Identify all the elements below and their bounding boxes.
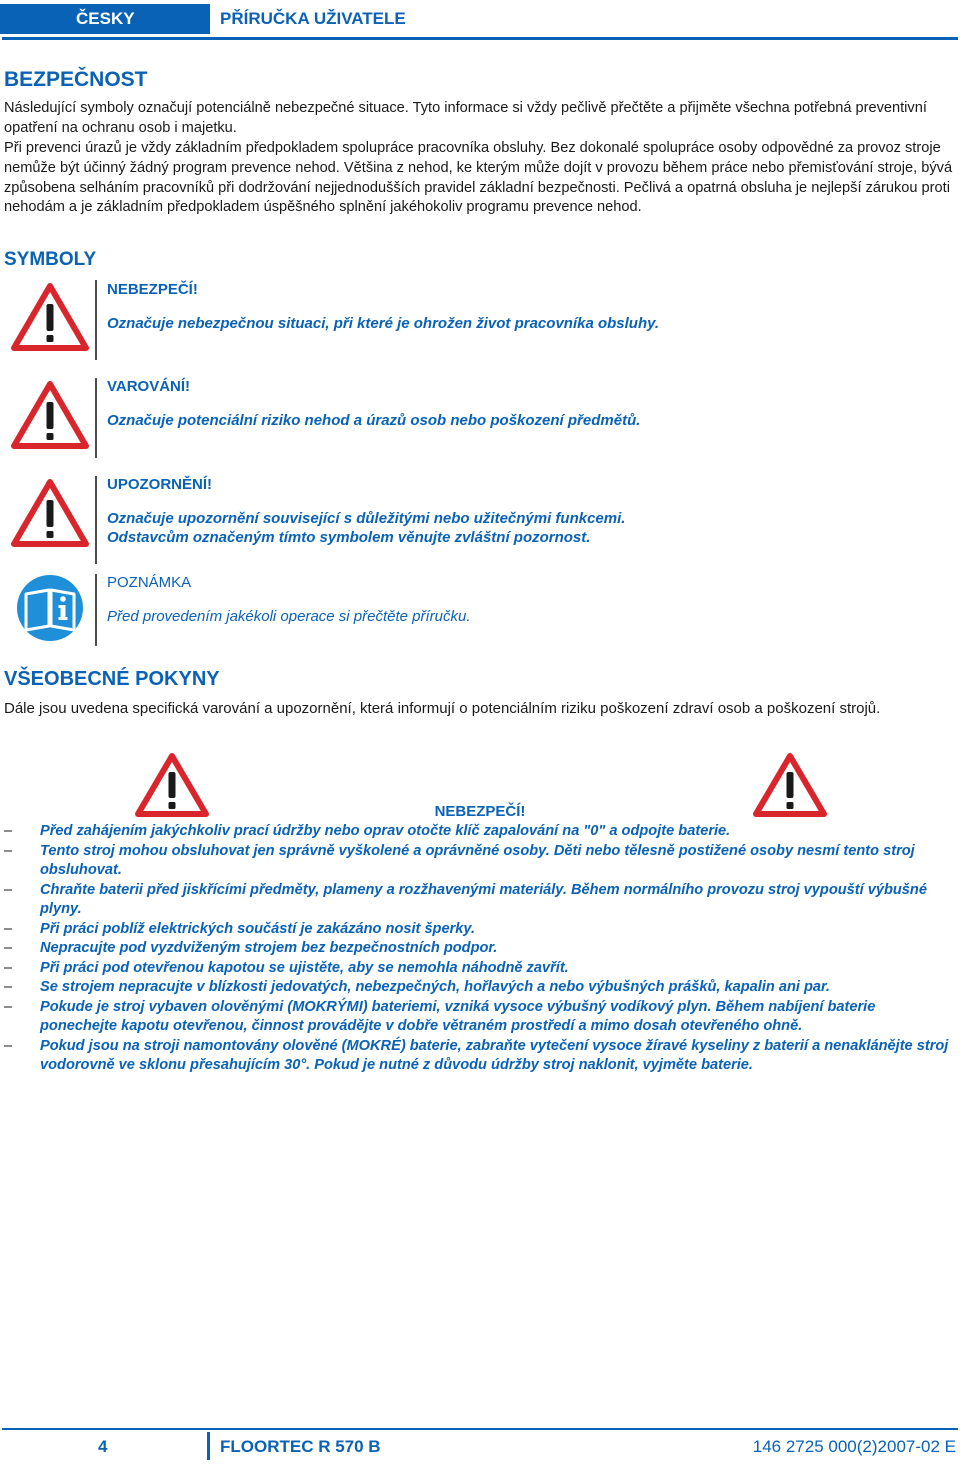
symbols-title: SYMBOLY (4, 249, 97, 270)
manual-title: PŘÍRUČKA UŽIVATELE (220, 9, 406, 28)
footer-rule (2, 1428, 958, 1430)
list-item: – Pokud jsou na stroji namontovány olověné (MOKRÉ) baterie, zabraňte vytečení vysoce žíravé kyseliny z baterií a nenaklánějte stroj vodorovně ve sklonu přesahujícím 30°. Pokud je nutné z důvodu údržby stroj naklonit, vyjměte baterie. (4, 1037, 949, 1073)
manual-info-icon (16, 574, 84, 642)
symbol-description: Označuje upozornění související s důležitými nebo užitečnými funkcemi. (107, 510, 626, 527)
general-title: VŠEOBECNÉ POKYNY (4, 668, 220, 690)
symbol-label: NEBEZPEČÍ! (107, 281, 198, 298)
symbol-description: Označuje nebezpečnou situaci, při které je ohrožen život pracovníka obsluhy. (107, 315, 660, 332)
language-tab: ČESKY (0, 4, 210, 34)
safety-paragraph-2: Při prevenci úrazů je vždy základním předpokladem spolupráce pracovníka obsluhy. Bez dokonalé spolupráce osoby odpovědné za provoz stroje nemůže být účinný žádný program prevence nehod. Většina z nehod, ke kterým může dojít v provozu během práce nebo přemisťování stroje, bývá způsobena selháním pracovníků při dodržování nejjednodušších pravidel základní bezpečnosti. Pečlivá a opatrná obsluha je nejlepší zárukou proti nehodám a je základním předpokladem úspěšného splnění jakéhokoliv programu prevence nehod. (4, 140, 953, 216)
warning-list (0, 822, 960, 1076)
symbol-label: VAROVÁNÍ! (107, 378, 191, 395)
symbol-divider (95, 574, 97, 646)
header-rule (2, 37, 958, 40)
symbol-divider (95, 280, 97, 360)
model-name: FLOORTEC R 570 B (220, 1437, 381, 1456)
list-item: – Před zahájením jakýchkoliv prací údržby nebo oprav otočte klíč zapalování na "0" a odpojte baterie. (4, 823, 731, 839)
list-item: – Při práci pod otevřenou kapotou se ujistěte, aby se nemohla náhodně zavřít. (4, 959, 569, 976)
symbol-description-2: Odstavcům označeným tímto symbolem věnujte zvláštní pozornost. (107, 529, 591, 546)
list-item: – Při práci poblíž elektrických součástí je zakázáno nosit šperky. (4, 920, 476, 937)
symbol-description: Před provedením jakékoli operace si přečtěte příručku. (107, 608, 471, 625)
symbol-description: Označuje potenciální riziko nehod a úrazů osob nebo poškození předmětů. (107, 412, 641, 429)
safety-paragraph-1: Následující symboly označují potenciálně nebezpečné situace. Tyto informace si vždy pečlivě přečtěte a přijměte všechna potřebná preventivní opatření na ochranu osob i majetku. (4, 100, 927, 136)
list-item: – Tento stroj mohou obsluhovat jen správně vyškolené a oprávněné osoby. Děti nebo tělesně postižené osoby nesmí tento stroj obsluhovat. (4, 842, 915, 878)
symbol-label: UPOZORNĚNÍ! (107, 476, 212, 493)
symbol-divider (95, 476, 97, 564)
symbol-label: POZNÁMKA (107, 574, 192, 591)
list-item: – Pokude je stroj vybaven olověnými (MOKRÝMI) bateriemi, vzniká vysoce výbušný vodíkový plyn. Během nabíjení baterie ponechejte kapotu otevřenou, činnost provádějte v dobře větraném prostředí a mimo dosah otevřeného ohně. (4, 998, 876, 1034)
caution-triangle-icon (11, 478, 89, 548)
list-item: – Se strojem nepracujte v blízkosti jedovatých, nebezpečných, hořlavých a nebo výbušných prášků, kapalin ani par. (4, 979, 830, 995)
footer-divider (207, 1432, 210, 1460)
general-intro: Dále jsou uvedena specifická varování a upozornění, která informují o potenciálním riziku poškození zdraví osob a poškození strojů. (4, 700, 881, 717)
page-number: 4 (98, 1437, 108, 1456)
page-header (0, 0, 960, 40)
symbol-divider (95, 378, 97, 458)
danger-heading: NEBEZPEČÍ! (434, 803, 526, 820)
document-code: 146 2725 000(2)2007-02 E (752, 1437, 956, 1456)
danger-triangle-icon (11, 282, 89, 352)
list-item: – Nepracujte pod vyzdviženým strojem bez bezpečnostních podpor. (4, 940, 498, 956)
list-item: – Chraňte baterii před jiskřícími předměty, plameny a rozžhavenými materiály. Během normálního provozu stroj vypouští výbušné plyny. (4, 881, 927, 917)
warning-triangle-icon (11, 380, 89, 450)
safety-title: BEZPEČNOST (4, 68, 148, 91)
